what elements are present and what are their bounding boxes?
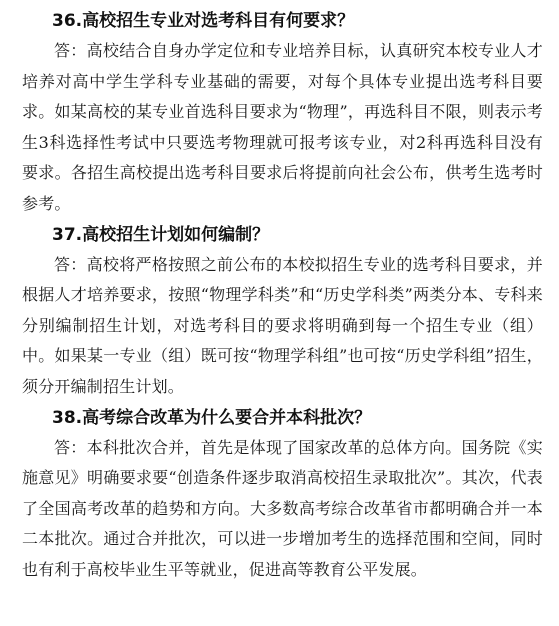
qa-section-37 (22, 220, 543, 403)
qa-section-36 (22, 6, 543, 220)
qa-section-38 (22, 403, 543, 586)
question-heading: 37.高校招生计划如何编制？ (52, 224, 270, 245)
question-heading: 38.高考综合改革为什么要合并本科批次？ (52, 407, 372, 428)
document-page (22, 6, 543, 586)
question-heading: 36.高校招生专业对选考科目有何要求？ (52, 11, 355, 31)
answer-paragraph: 答：高校结合自身办学定位和专业培养目标，认真研究本校专业人才培养对高中学生学科专业基础的需要，对每个具体专业提出选考科目要求。如某高校的某专业首选科目要求为“物理”，再选科目不限，则表示考生3科选择性考试中只要选考物理就可报考该专业，对2科再选科目没有要求。各招生高校提出选考科目要求后将提前向社会公布，供考生选考时参考。 (22, 41, 543, 213)
answer-paragraph: 答：本科批次合并，首先是体现了国家改革的总体方向。国务院《实施意见》明确要求要“创造条件逐步取消高校招生录取批次”。其次，代表了全国高考改革的趋势和方向。大多数高考综合改革省市都明确合并一本二本批次。通过合并批次，可以进一步增加考生的选择范围和空间，同时也有利于高校毕业生平等就业，促进高等教育公平发展。 (22, 437, 543, 579)
answer-paragraph: 答：高校将严格按照之前公布的本校拟招生专业的选考科目要求，并根据人才培养要求，按照“物理学科类”和“历史学科类”两类分本、专科来分别编制招生计划，对选考科目的要求将明确到每一个招生专业（组）中。如果某一专业（组）既可按“物理学科组”也可按“历史学科组”招生，须分开编制招生计划。 (22, 254, 543, 396)
